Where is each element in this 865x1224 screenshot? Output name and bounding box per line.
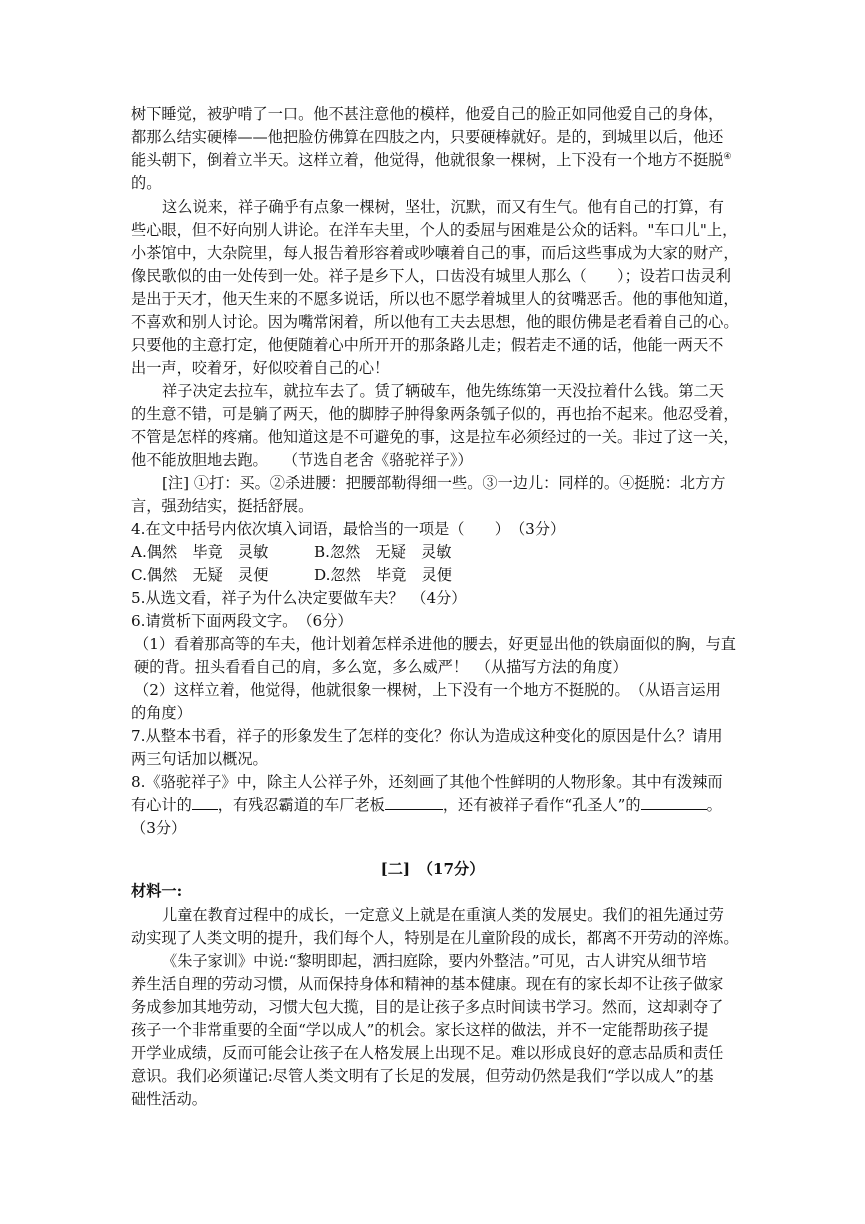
material-line: 养生活自理的劳动习惯，从而保持身体和精神的基本健康。现在有的家长却不让孩子做家	[131, 975, 724, 993]
passage-line: 小茶馆中，大杂院里，每人报告着形容着或吵嚷着自己的事，而后这些事成为大家的财产，	[131, 244, 739, 262]
passage-line: 些心眼，但不好向别人讲论。在洋车夫里，个人的委屈与困难是公众的话料。"车口儿"上，	[131, 221, 738, 239]
passage-line: 这么说来，祥子确乎有点象一棵树，坚壮，沉默，而又有生气。他有自己的打算，有	[162, 198, 724, 216]
section-heading: [二] （17分）	[380, 860, 485, 878]
question-8-score: （3分）	[131, 819, 187, 837]
question-8	[131, 794, 722, 816]
question-6: 6.请赏析下面两段文字。 （6分）	[131, 612, 353, 630]
passage-line: 是出于天才，他天生来的不愿多说话，所以也不愿学着城里人的贫嘴恶舌。他的事他知道，	[131, 290, 739, 308]
answer-blank-3[interactable]	[641, 794, 707, 810]
material-line: 务成参加其地劳动，习惯大包大揽，目的是让孩子多点时间读书学习。然而，这却剥夺了	[131, 998, 724, 1016]
footnote-marker: ④	[723, 151, 732, 162]
passage-line: 树下睡觉，被驴啃了一口。他不甚注意他的模样，他爱自己的脸正如同他爱自己的身体，	[131, 105, 724, 123]
footnote: 言，强劲结实，挺括舒展。	[131, 497, 314, 515]
passage-line: 像民歌似的由一处传到一处。祥子是乡下人，口齿没有城里人那么（ ）；设若口齿灵利	[131, 267, 731, 285]
material-line: 础性活动。	[131, 1090, 207, 1108]
question-6-part-1: （1）看着那高等的车夫，他计划着怎样杀进他的腰去，好更显出他的铁扇面似的胸，与直	[134, 635, 736, 653]
question-8: 8.《骆驼祥子》中，除主人公祥子外，还刻画了其他个性鲜明的人物形象。其中有泼辣而	[131, 773, 723, 791]
material-label: 材料一:	[131, 882, 183, 900]
question-8-text: 。	[706, 796, 722, 814]
passage-line: 都那么结实硬棒——他把脸仿佛算在四肢之内，只要硬棒就好。是的，到城里以后，他还	[131, 128, 724, 146]
question-8-text: ，有残忍霸道的车厂老板	[217, 796, 385, 814]
material-line: 开学业成绩，反而可能会让孩子在人格发展上出现不足。难以形成良好的意志品质和责任	[131, 1044, 724, 1062]
material-line: 儿童在教育过程中的成长，一定意义上就是在重演人类的发展史。我们的祖先通过劳	[162, 906, 724, 924]
option-b: B.忽然 无疑 灵敏	[314, 543, 452, 561]
passage-line: 的。	[131, 174, 162, 192]
question-7: 两三句话加以概况。	[131, 750, 268, 768]
answer-blank-2[interactable]	[385, 794, 443, 810]
passage-line: 祥子决定去拉车，就拉车去了。赁了辆破车，他先练练第一天没拉着什么钱。第二天	[162, 382, 724, 400]
answer-blank-1[interactable]	[192, 794, 218, 810]
passage-text: 能头朝下，倒着立半天。这样立着，他觉得，他就很象一棵树，上下没有一个地方不挺脱	[131, 151, 724, 169]
passage-line: 的生意不错，可是躺了两天，他的脚脖子肿得象两条瓠子似的，再也抬不起来。他忍受着，	[131, 405, 739, 423]
question-6-part-2: （2）这样立着，他觉得，他就很象一棵树，上下没有一个地方不挺脱的。 （从语言运用	[134, 681, 721, 699]
passage-line: 只要他的主意打定，他便随着心中所开开的那条路儿走；假若走不通的话，他能一两天不	[131, 336, 724, 354]
passage-line: 不喜欢和别人讨论。因为嘴常闲着，所以他有工夫去思想，他的眼仿佛是老看着自己的心。	[131, 313, 739, 331]
question-7: 7.从整本书看，祥子的形象发生了怎样的变化？你认为造成这种变化的原因是什么？请用	[131, 727, 723, 745]
passage-line: 出一声，咬着牙，好似咬着自己的心！	[131, 359, 390, 377]
question-5: 5.从选文看，祥子为什么决定要做车夫？ （4分）	[131, 589, 467, 607]
question-6-part-2: 的角度）	[131, 704, 192, 722]
material-line: 意识。我们必须谨记:尽管人类文明有了长足的发展，但劳动仍然是我们“学以成人”的基	[131, 1067, 714, 1085]
option-c: C.偶然 无疑 灵便	[131, 566, 269, 584]
material-line: 《朱子家训》中说:“黎明即起，洒扫庭除，要内外整洁。”可见，古人讲究从细节培	[162, 952, 707, 970]
question-8-text: ，还有被祥子看作“孔圣人”的	[442, 796, 641, 814]
passage-line	[131, 149, 731, 171]
material-line: 孩子一个非常重要的全面“学以成人”的机会。家长这样的做法，并不一定能帮助孩子提	[131, 1021, 709, 1039]
material-line: 动实现了人类文明的提升，我们每个人，特别是在儿童阶段的成长，都离不开劳动的淬炼。	[131, 929, 739, 947]
question-4: 4.在文中括号内依次填入词语，最恰当的一项是（ ） （3分）	[131, 520, 566, 538]
footnote: [注] ①打：买。②杀进腰：把腰部勒得细一些。③一边儿：同样的。④挺脱：北方方	[162, 474, 726, 492]
question-6-part-1: 硬的背。扭头看看自己的肩，多么宽，多么威严！ （从描写方法的角度）	[134, 658, 628, 676]
passage-line: 不管是怎样的疼痛。他知道这是不可避免的事，这是拉车必须经过的一关。非过了这一关，	[131, 428, 739, 446]
option-a: A.偶然 毕竟 灵敏	[131, 543, 269, 561]
option-d: D.忽然 毕竟 灵便	[314, 566, 452, 584]
passage-source: 他不能放胆地去跑。 （节选自老舍《骆驼祥子》）	[131, 451, 473, 469]
question-8-text: 有心计的	[131, 796, 192, 814]
